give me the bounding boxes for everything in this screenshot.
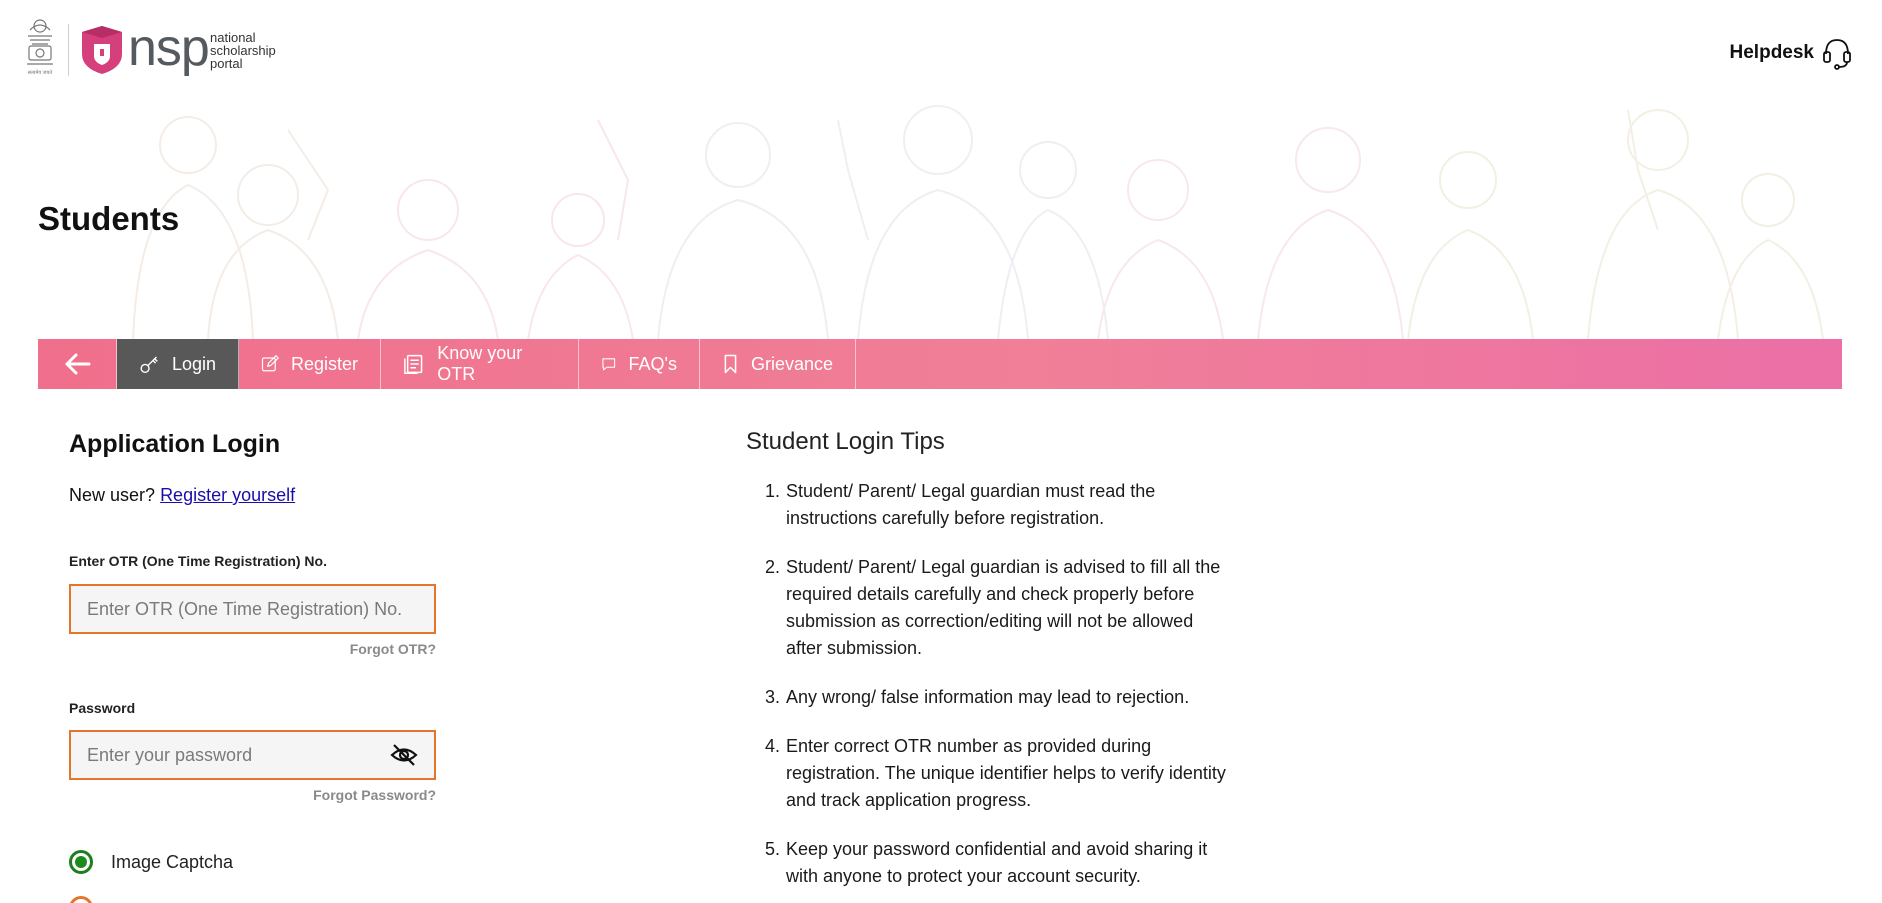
tip-text: Keep your password confidential and avoid sharing it with anyone to protect your account security. xyxy=(786,839,1208,886)
tip-number: 5. xyxy=(764,839,780,859)
register-yourself-link[interactable]: Register yourself xyxy=(160,485,296,505)
application-login-title: Application Login xyxy=(69,430,281,458)
tab-login[interactable] xyxy=(117,339,239,389)
tab-faqs-label: FAQ's xyxy=(628,353,677,374)
bookmark-icon xyxy=(722,352,739,376)
image-captcha-label: Image Captcha xyxy=(111,851,234,872)
chat-icon xyxy=(601,352,617,376)
otr-field[interactable] xyxy=(69,584,436,634)
back-button[interactable] xyxy=(38,339,117,389)
password-input[interactable] xyxy=(87,745,390,766)
tab-grievance[interactable] xyxy=(700,339,856,389)
tab-login-label: Login xyxy=(171,353,216,374)
tab-faqs[interactable] xyxy=(579,339,700,389)
tip-text: Student/ Parent/ Legal guardian must read the instructions carefully before registration. xyxy=(786,481,1156,528)
tip-number: 1. xyxy=(764,481,780,501)
nsp-sub-line: portal xyxy=(210,56,243,71)
headset-icon xyxy=(1822,36,1852,70)
eye-slash-icon[interactable] xyxy=(390,743,418,767)
list-item xyxy=(746,684,1246,711)
student-login-tips-title: Student Login Tips xyxy=(746,428,945,455)
captcha-option-2[interactable] xyxy=(69,896,93,903)
helpdesk-button[interactable] xyxy=(1730,36,1852,70)
nsp-sub-line: scholarship xyxy=(210,43,276,58)
list-item xyxy=(746,554,1246,662)
password-label: Password xyxy=(69,700,136,716)
list-item xyxy=(746,836,1246,890)
password-field[interactable] xyxy=(69,730,436,780)
tip-text: Any wrong/ false information may lead to rejection. xyxy=(786,687,1190,707)
otr-input[interactable] xyxy=(87,599,418,620)
arrow-left-icon xyxy=(63,352,91,376)
tab-know-your-otr[interactable] xyxy=(381,339,579,389)
new-user-text: New user? xyxy=(69,485,156,505)
otr-label: Enter OTR (One Time Registration) No. xyxy=(69,553,327,569)
tip-number: 3. xyxy=(764,687,780,707)
tip-text: Student/ Parent/ Legal guardian is advised to fill all the required details carefully and check properly before submission as correction/editing will not be allowed after submission. xyxy=(786,557,1221,658)
radio-dot xyxy=(75,856,87,868)
nsp-sub-line: national xyxy=(210,30,256,45)
tips-list xyxy=(746,478,1246,903)
nsp-wordmark: nsp xyxy=(128,19,209,77)
nsp-logo-icon xyxy=(78,24,126,76)
tab-register[interactable] xyxy=(239,339,381,389)
tab-grievance-label: Grievance xyxy=(750,353,833,374)
tab-navbar xyxy=(38,339,1842,389)
list-item xyxy=(746,478,1246,532)
national-emblem-icon xyxy=(22,16,58,80)
edit-icon xyxy=(261,352,279,376)
radio-selected[interactable] xyxy=(69,850,93,874)
new-user-line xyxy=(69,485,295,506)
tab-know-your-otr-label: Know your OTR xyxy=(437,343,523,384)
document-icon xyxy=(403,352,425,376)
tip-number: 4. xyxy=(764,736,780,756)
image-captcha-option[interactable] xyxy=(69,850,233,874)
tip-number: 2. xyxy=(764,557,780,577)
tab-register-label: Register xyxy=(290,353,358,374)
svg-text:सत्यमेव जयते: सत्यमेव जयते xyxy=(27,70,53,76)
logo-divider xyxy=(68,24,69,76)
list-item xyxy=(746,733,1246,814)
forgot-password-link[interactable]: Forgot Password? xyxy=(313,787,436,803)
students-illustration xyxy=(38,100,1842,340)
nsp-subtitle xyxy=(210,31,300,70)
site-header xyxy=(0,0,1882,100)
page-title: Students xyxy=(38,200,180,237)
tip-text: Enter correct OTR number as provided during registration. The unique identifier helps to verify identity and track application progress. xyxy=(786,736,1226,810)
forgot-otr-link[interactable]: Forgot OTR? xyxy=(349,641,436,657)
hero-banner xyxy=(38,100,1842,340)
helpdesk-label: Helpdesk xyxy=(1729,42,1814,63)
radio-unselected[interactable] xyxy=(69,896,93,903)
key-icon xyxy=(139,352,160,376)
